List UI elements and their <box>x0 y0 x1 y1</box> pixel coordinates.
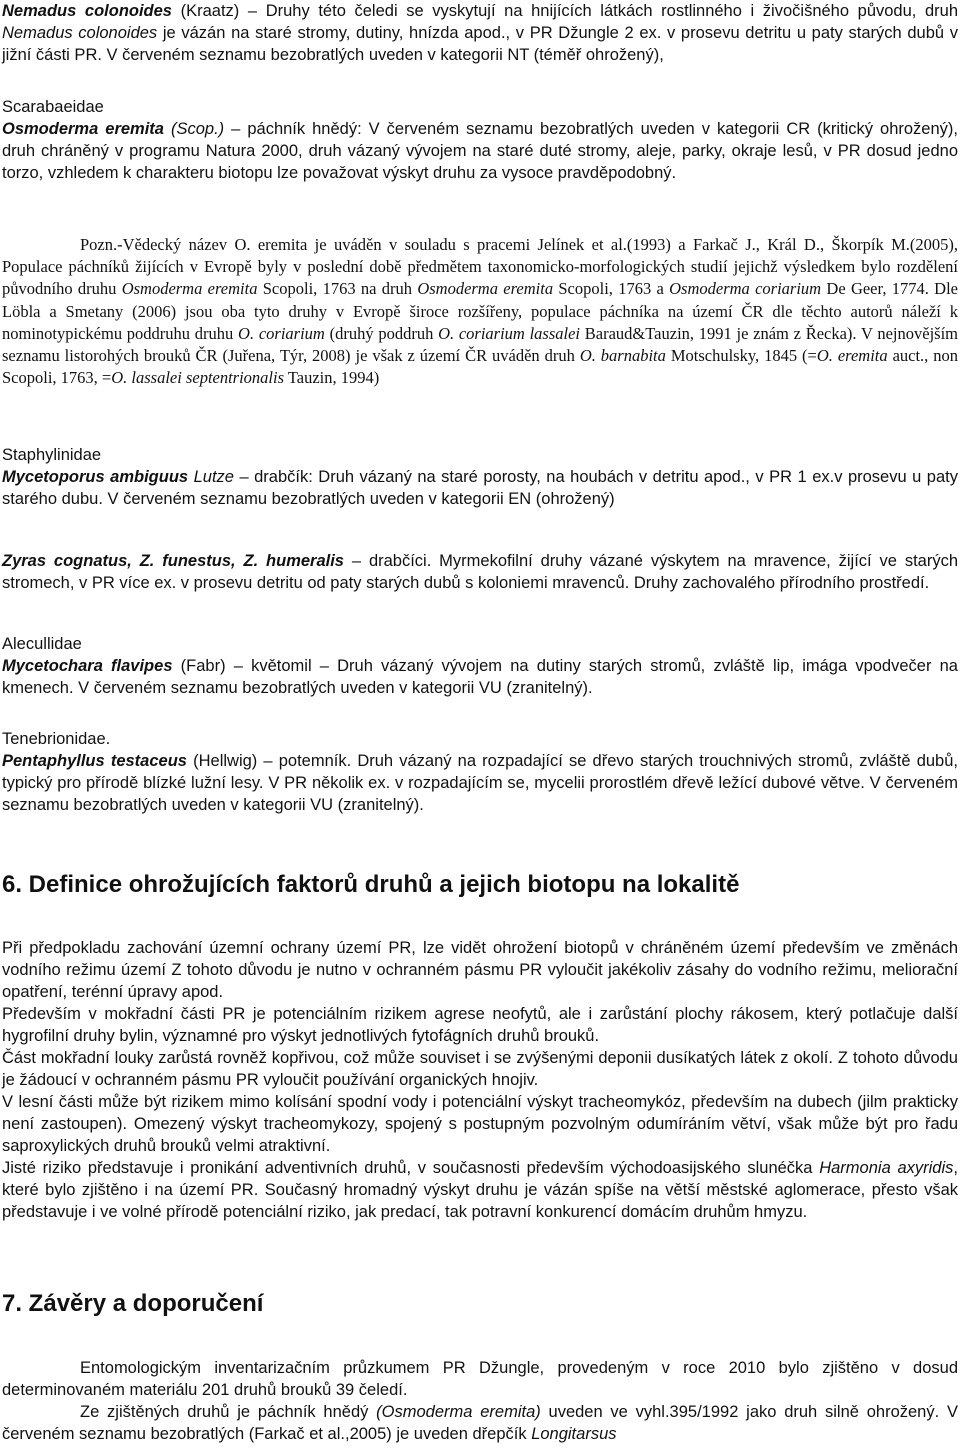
text-run: Ze zjištěných druhů je páchník hnědý <box>80 1403 377 1421</box>
text-run: , které bylo zjištěno i na území PR. Současný hromadný výskyt druhu je vázán spíše na větší městské aglomerace, přesto však představuje i ve volné přírodě potenciální riziko, jak predací, tak potravní konkurencí domácím druhům hmyzu. <box>2 1159 958 1221</box>
text-run: Nemadus colonoides <box>2 24 158 42</box>
text-run: (Fabr) – květomil – Druh vázaný vývojem na dutiny starých stromů, zvláště lip, imága vpodvečer na kmenech. V červeném seznamu bezobratlých uveden v kategorii VU (zranitelný). <box>2 657 958 697</box>
text-run: auct., non Scopoli, 1763, = <box>2 346 958 388</box>
text-run: Baraud&Tauzin, 1991 je znám z Řecka). V nejnovějším seznamu listorohých brouků ČR (Juřena, Týr, 2008) je však z území ČR uváděn druh <box>2 323 959 366</box>
text-run: (druhý poddruh <box>324 323 439 343</box>
family-heading-staphylinidae: Staphylinidae <box>2 446 102 464</box>
text-run: Scopoli, 1763 a <box>553 279 670 299</box>
paragraph-mycetochara <box>2 655 958 699</box>
paragraph-zyras <box>2 550 958 594</box>
text-run: Pozn.-Vědecký název O. eremita je uváděn v souladu s pracemi Jelínek et al.(1993) a Farkač J., Král D., Škorpík M.(2005), Populace páchníků žijících v Evropě byly v poslední době předmětem taxonomicko-morfologických studií jejichž výsledkem bylo rozdělení původního druhu <box>2 235 958 299</box>
text-run: (Scop.) <box>163 120 225 138</box>
text-run: Osmoderma coriarium <box>669 279 822 299</box>
text-run: Tauzin, 1994) <box>284 368 380 388</box>
family-heading-tenebrionidae: Tenebrionidae. <box>2 730 111 748</box>
family-heading-alecullidae: Alecullidae <box>2 635 82 653</box>
text-run: Mycetochara flavipes <box>2 657 173 675</box>
paragraph-osmoderma <box>2 118 958 184</box>
paragraph-6-2: Především v mokřadní části PR je potenciálním rizikem agrese neofytů, ale i zarůstání plochy rákosem, který potlačuje další hygrofilní druhy bylin, významné pro výskyt jednotlivých fytofágních druhů brouků. <box>2 1005 958 1045</box>
text-run: – drabčíci. Myrmekofilní druhy vázané výskytem na mravence, žijící ve starých stromech, v PR více ex. v prosevu detritu od paty starých dubů s koloniemi mravenců. Druhy zachovalého přírodního prostředí. <box>2 552 958 592</box>
text-run: O. coriarium lassalei <box>438 323 581 343</box>
text-run: Lutze <box>188 468 234 486</box>
text-run: – páchník hnědý: V červeném seznamu bezobratlých uveden v kategorii CR (kritický ohrožený), druh chráněný v programu Natura 2000, druh vázaný vývojem na staré duté stromy, aleje, parky, okraje lesů, v PR dosud jedno torzo, vzhledem k charakteru biotopu lze považovat výskyt druhu za vysoce pravděpodobný. <box>2 120 958 182</box>
text-run: uveden ve vyhl.395/1992 jako druh silně ohrožený. V červeném seznamu bezobratlých (Farkač et al.,2005) je uveden dřepčík <box>2 1403 958 1443</box>
paragraph-mycetoporus <box>2 466 958 510</box>
text-run: (Hellwig) – potemník. Druh vázaný na rozpadající se dřevo starých trouchnivých stromů, zvláště dubů, typický pro přírodě blízké lužní lesy. V PR několik ex. v rozpadajícím se, mycelii prorostlém dřevě ležící dubové větve. V červeném seznamu bezobratlých uveden v kategorii VU (zranitelný). <box>2 752 958 814</box>
paragraph-6-5 <box>2 1157 958 1223</box>
text-run: Osmoderma eremita <box>121 279 258 299</box>
paragraph-6-3: Část mokřadní louky zarůstá rovněž kopřivou, což může souviset i se zvýšenými deponii dusíkatých látek z okolí. Z tohoto důvodu je žádoucí v ochranném pásmu PR vyloučit používání organických hnojiv. <box>2 1049 958 1089</box>
section-heading-7: 7. Závěry a doporučení <box>2 1290 264 1317</box>
text-run: Mycetoporus ambiguus <box>2 468 189 486</box>
text-run: Nemadus colonoides <box>2 2 172 20</box>
family-heading-scarabaeidae: Scarabaeidae <box>2 98 104 116</box>
text-run: Jisté riziko představuje i pronikání adventivních druhů, v současnosti především východoasijského slunéčka <box>2 1159 820 1177</box>
paragraph-6-4: V lesní části může být rizikem mimo kolísání spodní vody i potenciální výskyt tracheomykóz, především na dubech (jilm prakticky není zastoupen). Omezený výskyt tracheomykozy, spojený s postupným pozvolným odumíráním větví, však může být pro řadu saproxylických druhů brouků velmi atraktivní. <box>2 1093 958 1155</box>
paragraph-note-osmoderma <box>2 234 958 389</box>
paragraph-7-1: Entomologickým inventarizačním průzkumem PR Džungle, provedeným v roce 2010 bylo zjištěno v dosud determinovaném materiálu 201 druhů brouků 39 čeledí. <box>2 1359 958 1399</box>
text-run: (Osmoderma eremita) <box>376 1403 541 1421</box>
text-run: O. eremita <box>816 346 888 366</box>
text-run: Pentaphyllus testaceus <box>2 752 187 770</box>
paragraph-6-1: Při předpokladu zachování územní ochrany území PR, lze vidět ohrožení biotopů v chráněném území především ve změnách vodního režimu území Z tohoto důvodu je nutno v ochranném pásmu PR vyloučit jakékoliv zásahy do vodního režimu, meliorační opatření, terénní úpravy apod. <box>2 939 958 1001</box>
paragraph-nemadus <box>2 0 958 66</box>
text-run: O. coriarium <box>238 323 325 343</box>
section-heading-6: 6. Definice ohrožujících faktorů druhů a jejich biotopu na lokalitě <box>2 871 740 898</box>
text-run: Harmonia axyridis <box>819 1159 954 1177</box>
text-run: – drabčík: Druh vázaný na staré porosty, na houbách v detritu apod., v PR 1 ex.v prosevu u paty starého dubu. V červeném seznamu bezobratlých uveden v kategorii EN (ohrožený) <box>2 468 958 508</box>
text-run: O. lassalei septentrionalis <box>111 368 285 388</box>
text-run: Motschulsky, 1845 (= <box>665 346 817 366</box>
text-run: Osmoderma eremita <box>417 279 554 299</box>
text-run: Zyras cognatus, Z. funestus, Z. humeralis <box>2 552 344 570</box>
text-run: je vázán na staré stromy, dutiny, hnízda apod., v PR Džungle 2 ex. v prosevu detritu u paty starých dubů v jižní části PR. V červeném seznamu bezobratlých uveden v kategorii NT (téměř ohrožený), <box>2 24 959 64</box>
text-run: Osmoderma eremita <box>2 120 164 138</box>
paragraph-pentaphyllus <box>2 750 958 816</box>
paragraph-7-2 <box>2 1401 958 1445</box>
text-run: De Geer, 1774. Dle Löbla a Smetany (2006) jsou oba tyto druhy v Evropě široce rozšířeny, populace páchníka na území ČR dle těchto autorů náleží k nominotypickému poddruhu druhu <box>2 279 959 343</box>
text-run: O. barnabita <box>579 346 666 366</box>
text-run: Longitarsus <box>531 1425 617 1443</box>
text-run: (Kraatz) – Druhy této čeledi se vyskytují na hnijících látkách rostlinného i živočišného původu, druh <box>172 2 959 20</box>
text-run: Scopoli, 1763 na druh <box>257 279 418 299</box>
